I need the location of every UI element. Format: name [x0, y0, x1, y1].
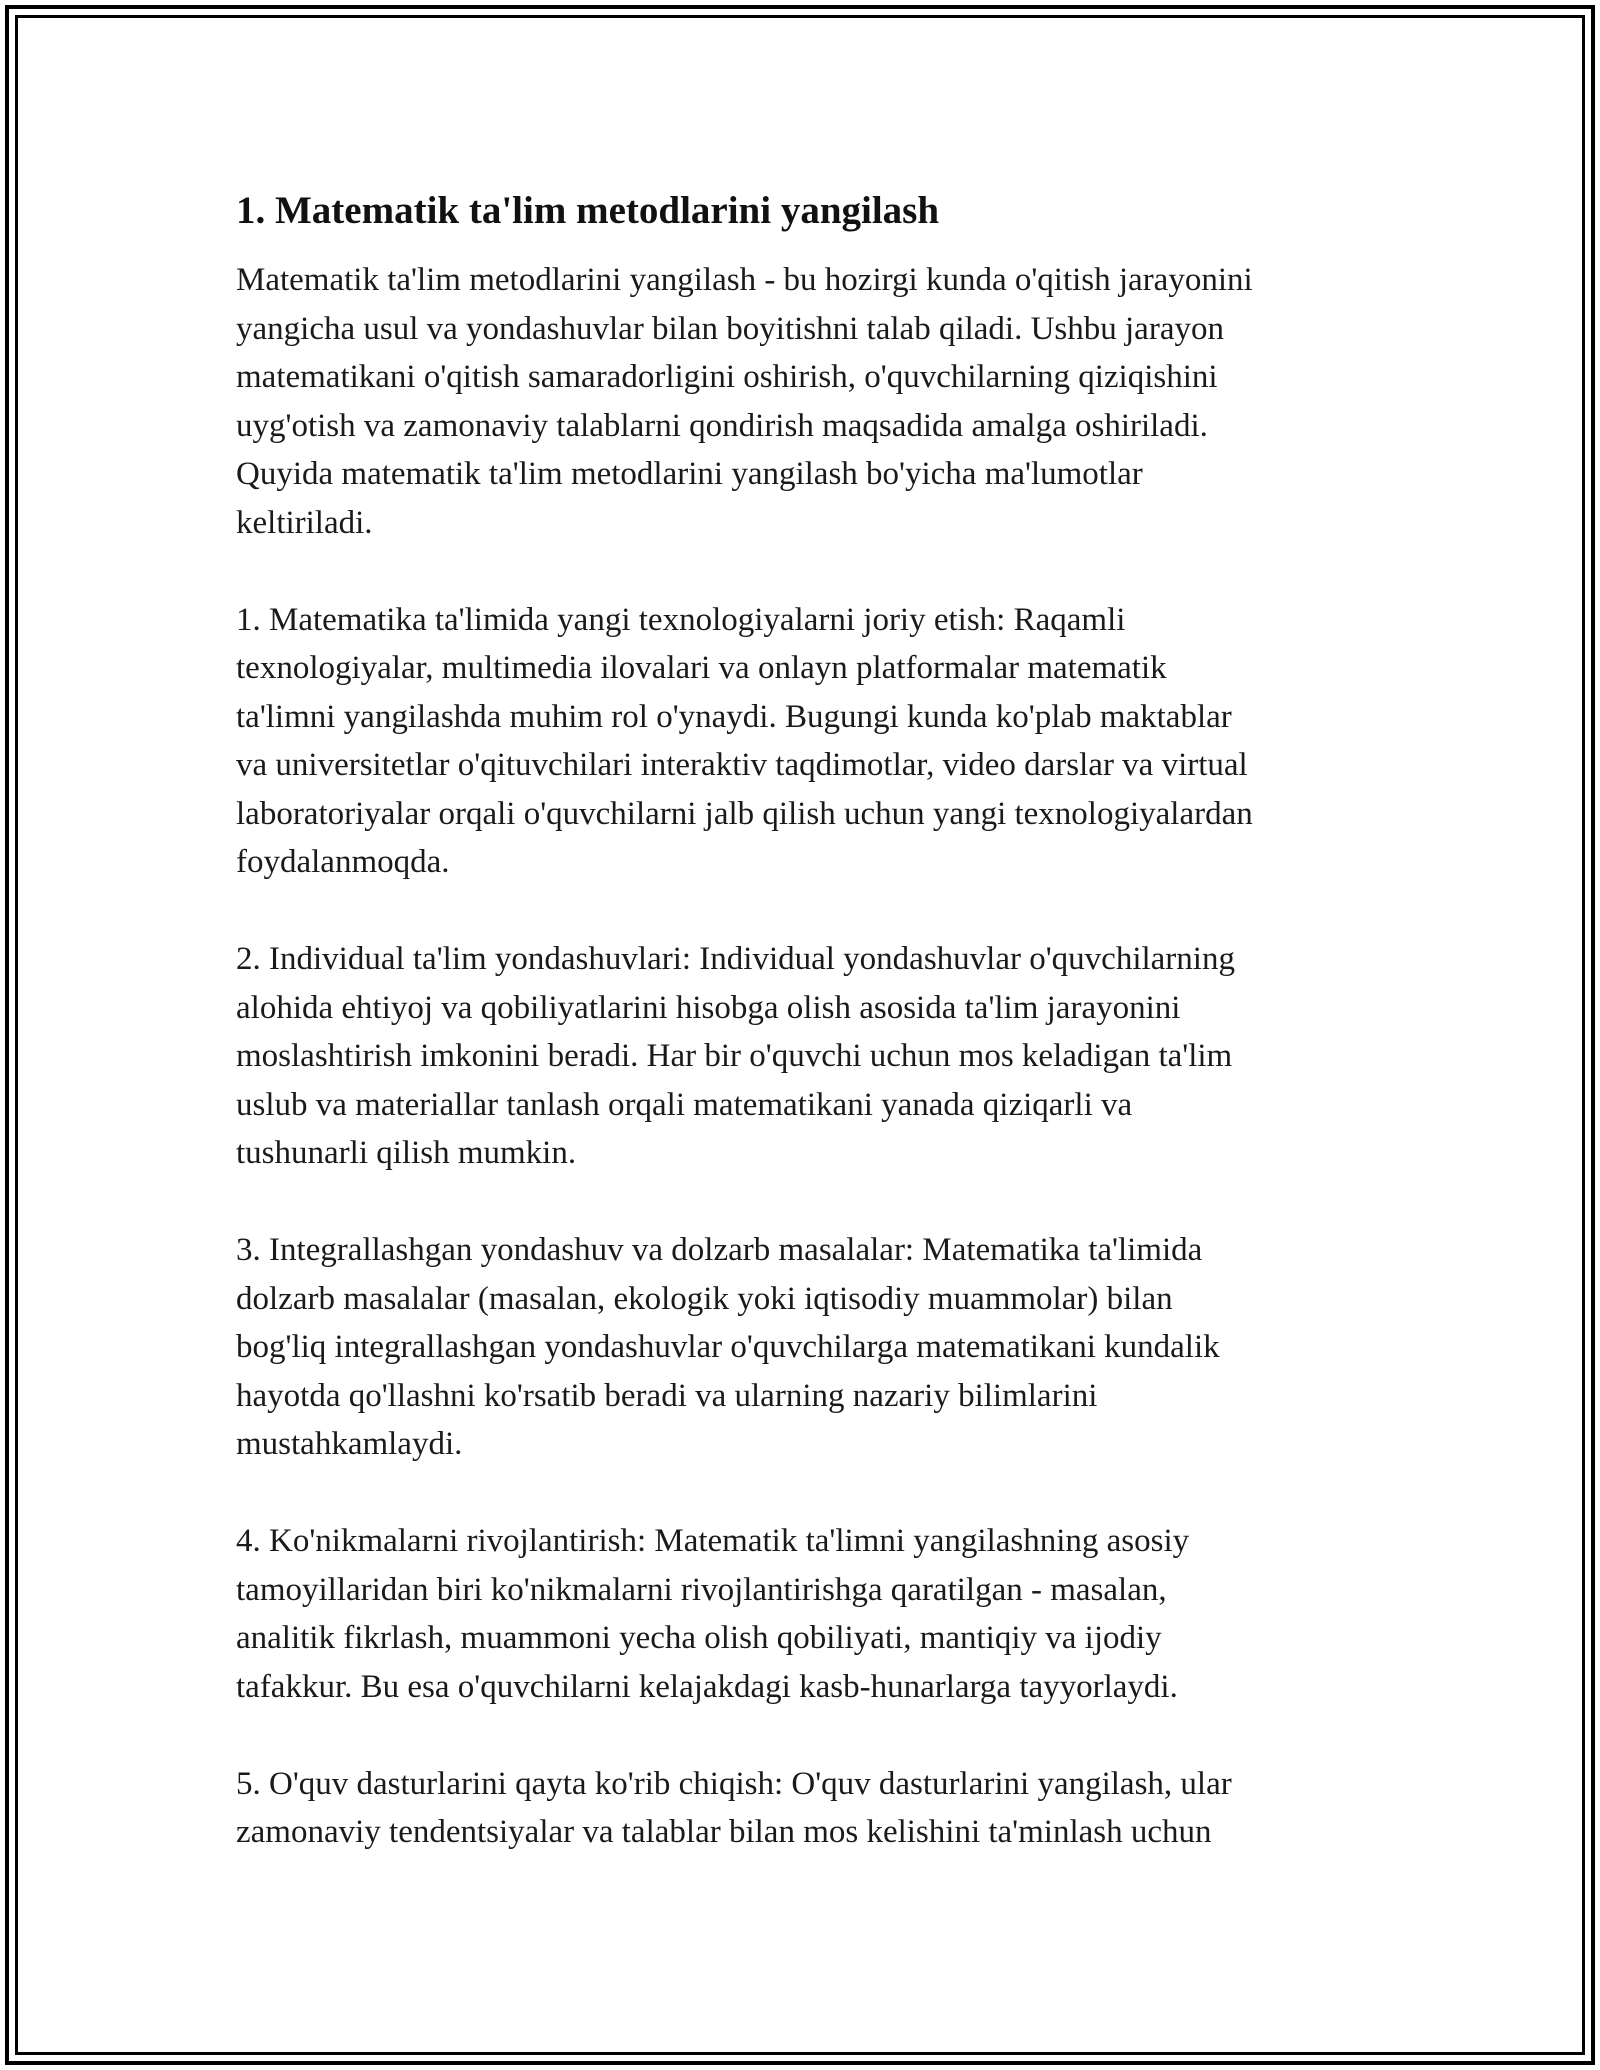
text-line: 3. Integrallashgan yondashuv va dolzarb masalalar: Matematika ta'limida: [236, 1232, 1203, 1268]
point-1-paragraph: [236, 596, 1376, 887]
text-line: ta'limni yangilashda muhim rol o'ynaydi. Bugungi kunda ko'plab maktablar: [236, 698, 1232, 735]
text-line: foydalanmoqda.: [236, 844, 450, 880]
text-line: tafakkur. Bu esa o'quvchilarni kelajakdagi kasb-hunarlarga tayyorlaydi.: [236, 1668, 1178, 1705]
intro-paragraph: [236, 256, 1376, 547]
text-line: tushunarli qilish mumkin.: [236, 1135, 577, 1171]
text-line: texnologiyalar, multimedia ilovalari va onlayn platformalar matematik: [236, 650, 1167, 686]
text-line: keltiriladi.: [236, 504, 373, 541]
text-line: Quyida matematik ta'lim metodlarini yangilash bo'yicha ma'lumotlar: [236, 456, 1143, 492]
section-heading: 1. Matematik ta'lim metodlarini yangilash: [236, 189, 940, 232]
text-line: bog'liq integrallashgan yondashuvlar o'quvchilarga matematikani kundalik: [236, 1329, 1220, 1365]
text-line: uyg'otish va zamonaviy talablarni qondirish maqsadida amalga oshiriladi.: [236, 407, 1208, 444]
text-line: mustahkamlaydi.: [236, 1426, 463, 1462]
text-line: zamonaviy tendentsiyalar va talablar bilan mos kelishini ta'minlash uchun: [236, 1814, 1212, 1850]
text-line: va universitetlar o'qituvchilari interaktiv taqdimotlar, video darslar va virtual: [236, 747, 1248, 783]
text-line: moslashtirish imkonini beradi. Har bir o'quvchi uchun mos keladigan ta'lim: [236, 1038, 1233, 1074]
point-4-paragraph: [236, 1517, 1376, 1711]
text-line: uslub va materiallar tanlash orqali matematikani yanada qiziqarli va: [236, 1086, 1133, 1123]
document-body: [236, 186, 1376, 1905]
text-line: laboratoriyalar orqali o'quvchilarni jalb qilish uchun yangi texnologiyalardan: [236, 795, 1253, 832]
text-line: tamoyillaridan biri ko'nikmalarni rivojlantirishga qaratilgan - masalan,: [236, 1571, 1167, 1608]
text-line: 1. Matematika ta'limida yangi texnologiyalarni joriy etish: Raqamli: [236, 601, 1126, 638]
text-line: hayotda qo'llashni ko'rsatib beradi va ularning nazariy bilimlarini: [236, 1377, 1098, 1414]
point-5-paragraph: [236, 1760, 1376, 1857]
point-3-paragraph: [236, 1226, 1376, 1469]
text-line: Matematik ta'lim metodlarini yangilash - bu hozirgi kunda o'qitish jarayonini: [236, 262, 1253, 298]
text-line: dolzarb masalalar (masalan, ekologik yoki iqtisodiy muammolar) bilan: [236, 1280, 1173, 1317]
text-line: 4. Ko'nikmalarni rivojlantirish: Matematik ta'limni yangilashning asosiy: [236, 1523, 1190, 1559]
point-2-paragraph: [236, 935, 1376, 1178]
text-line: analitik fikrlash, muammoni yecha olish qobiliyati, mantiqiy va ijodiy: [236, 1620, 1162, 1656]
text-line: alohida ehtiyoj va qobiliyatlarini hisobga olish asosida ta'lim jarayonini: [236, 989, 1181, 1026]
text-line: yangicha usul va yondashuvlar bilan boyitishni talab qiladi. Ushbu jarayon: [236, 310, 1224, 347]
text-line: 5. O'quv dasturlarini qayta ko'rib chiqish: O'quv dasturlarini yangilash, ular: [236, 1765, 1232, 1802]
text-line: matematikani o'qitish samaradorligini oshirish, o'quvchilarning qiziqishini: [236, 359, 1218, 395]
text-line: 2. Individual ta'lim yondashuvlari: Individual yondashuvlar o'quvchilarning: [236, 941, 1235, 977]
